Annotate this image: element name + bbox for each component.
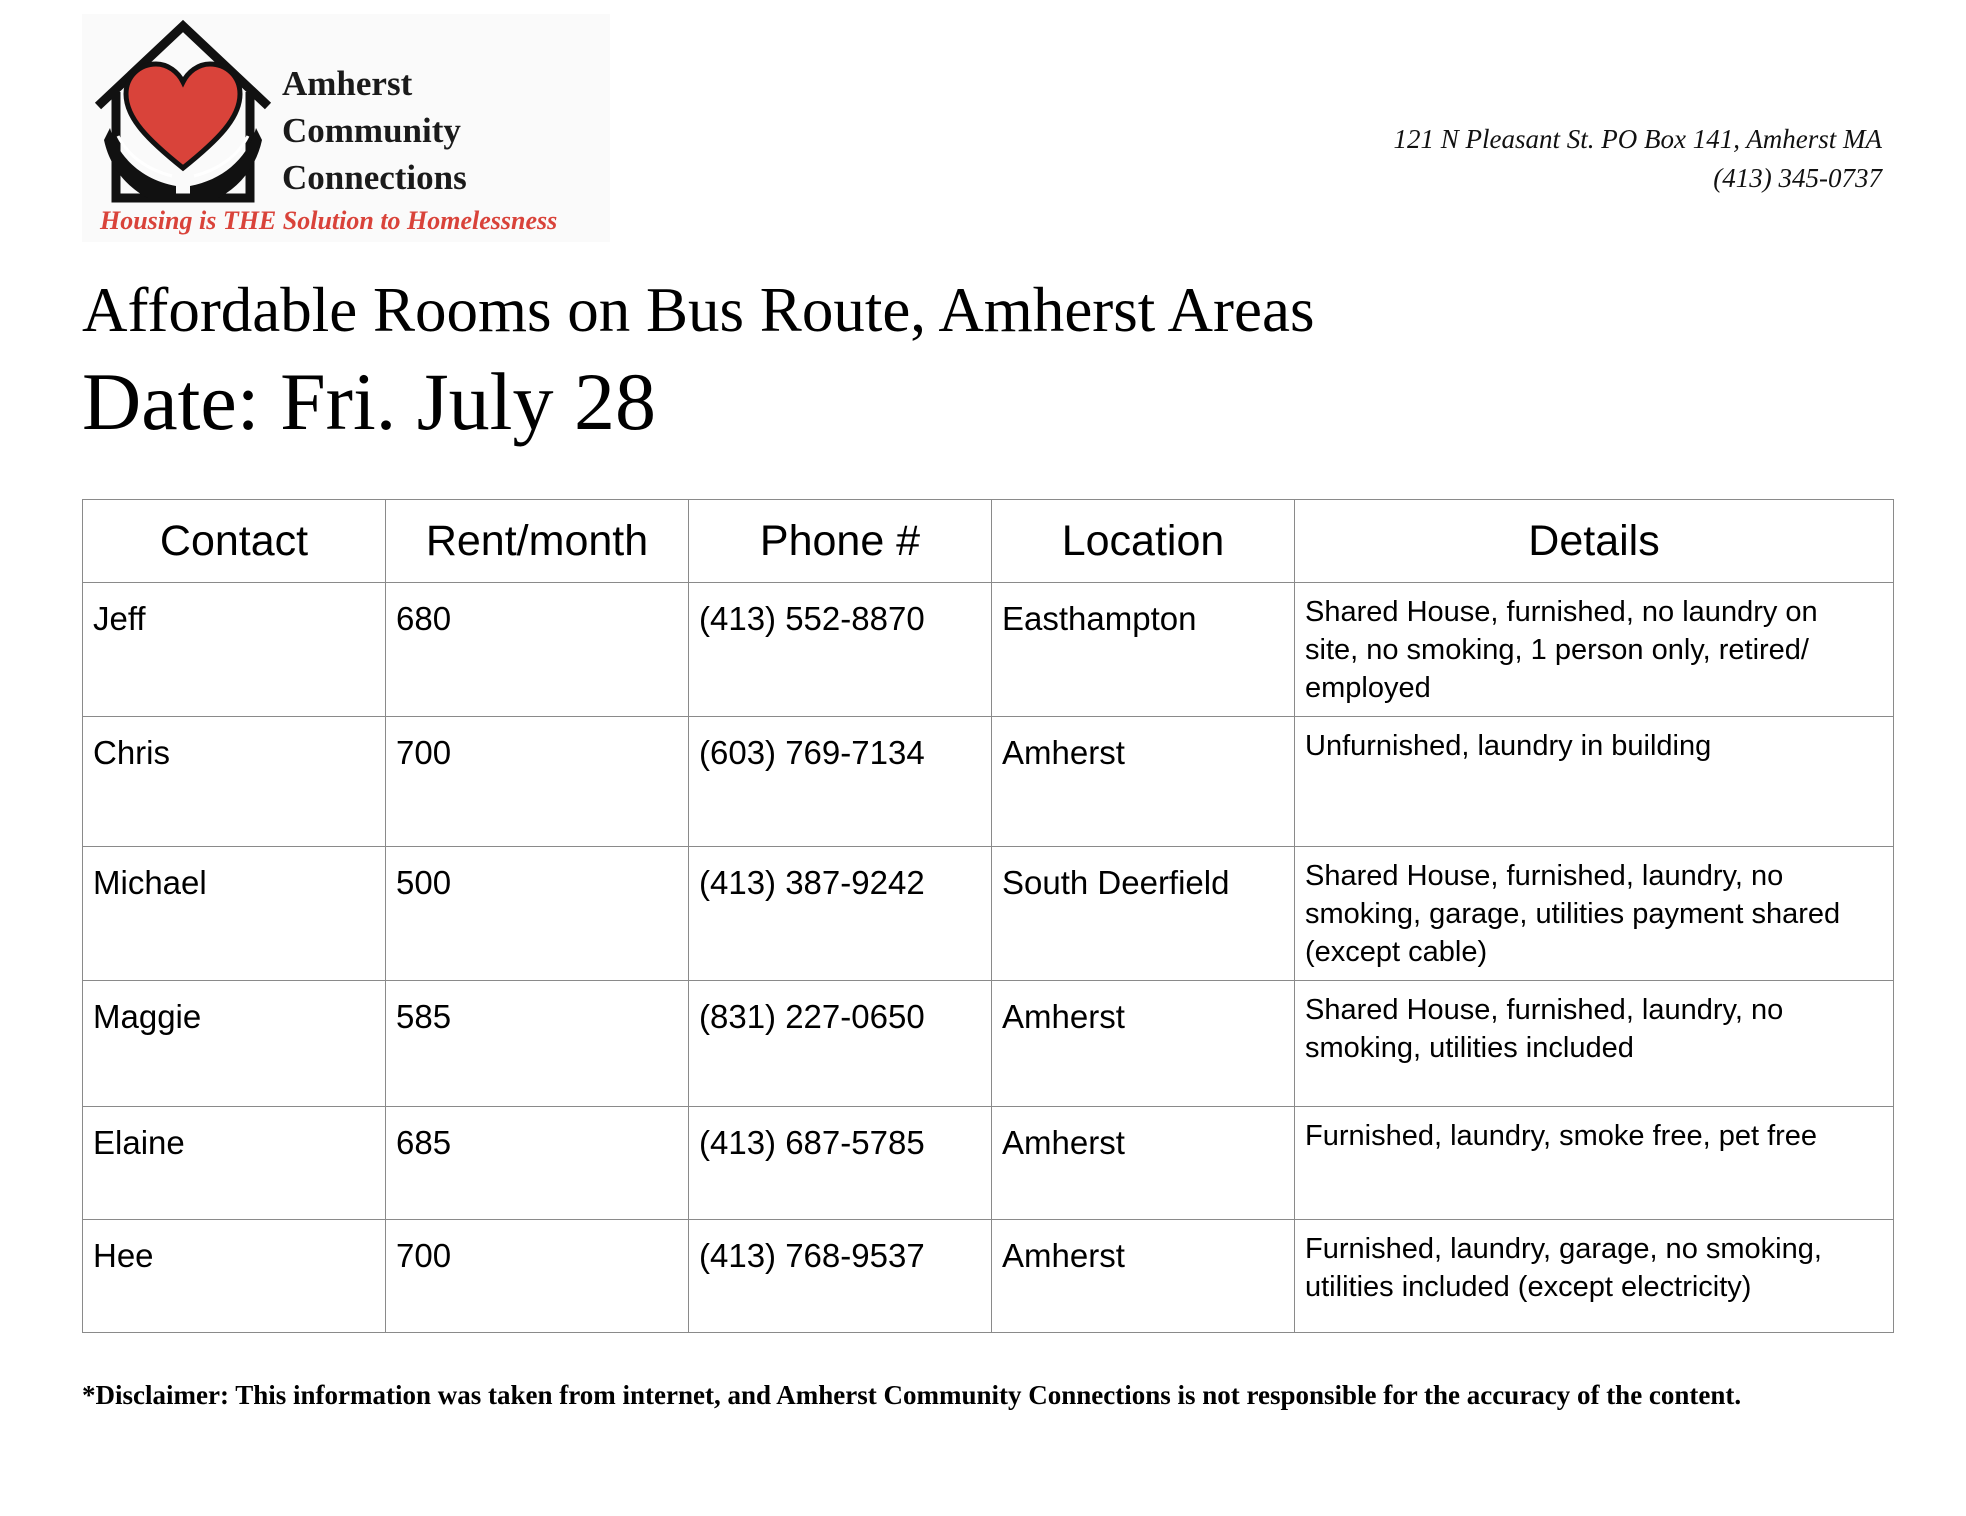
org-logo (82, 14, 610, 242)
column-header-contact: Contact (83, 500, 386, 583)
cell-rent: 685 (386, 1107, 689, 1220)
page-date: Date: Fri. July 28 (82, 356, 656, 447)
cell-details: Shared House, furnished, laundry, no smoking, utilities included (1295, 981, 1894, 1107)
cell-phone: (413) 768-9537 (689, 1220, 992, 1333)
column-header-details: Details (1295, 500, 1894, 583)
cell-contact: Michael (83, 847, 386, 981)
org-address (1394, 120, 1882, 198)
address-street: 121 N Pleasant St. PO Box 141, Amherst MA (1393, 124, 1882, 154)
column-header-location: Location (992, 500, 1295, 583)
cell-phone: (831) 227-0650 (689, 981, 992, 1107)
table-header-row (83, 500, 1894, 583)
org-name-line-1: Amherst (282, 64, 413, 103)
cell-rent: 700 (386, 717, 689, 847)
rooms-table (82, 499, 1894, 1333)
cell-details: Unfurnished, laundry in building (1295, 717, 1894, 847)
page-title: Affordable Rooms on Bus Route, Amherst Areas (82, 275, 1315, 345)
table-row (83, 1220, 1894, 1333)
cell-location: Amherst (992, 717, 1295, 847)
disclaimer-text: *Disclaimer: This information was taken from internet, and Amherst Community Connections is not responsible for the accuracy of the content. (82, 1380, 1742, 1410)
org-name (282, 60, 467, 201)
cell-details: Furnished, laundry, garage, no smoking, utilities included (except electricity) (1295, 1220, 1894, 1333)
cell-contact: Jeff (83, 583, 386, 717)
cell-location: Amherst (992, 1107, 1295, 1220)
cell-rent: 585 (386, 981, 689, 1107)
cell-location: Easthampton (992, 583, 1295, 717)
cell-details: Shared House, furnished, no laundry on site, no smoking, 1 person only, retired/ employed (1295, 583, 1894, 717)
cell-location: Amherst (992, 1220, 1295, 1333)
cell-details: Furnished, laundry, smoke free, pet free (1295, 1107, 1894, 1220)
cell-phone: (413) 387-9242 (689, 847, 992, 981)
org-name-line-2: Community (282, 111, 461, 150)
table-row (83, 717, 1894, 847)
cell-rent: 500 (386, 847, 689, 981)
cell-rent: 680 (386, 583, 689, 717)
cell-location: South Deerfield (992, 847, 1295, 981)
column-header-rent: Rent/month (386, 500, 689, 583)
cell-rent: 700 (386, 1220, 689, 1333)
cell-phone: (413) 687-5785 (689, 1107, 992, 1220)
cell-phone: (603) 769-7134 (689, 717, 992, 847)
cell-location: Amherst (992, 981, 1295, 1107)
table-row (83, 981, 1894, 1107)
table-row (83, 847, 1894, 981)
house-heart-hands-icon (88, 18, 278, 208)
cell-phone: (413) 552-8870 (689, 583, 992, 717)
org-tagline: Housing is THE Solution to Homelessness (100, 206, 558, 235)
cell-contact: Maggie (83, 981, 386, 1107)
table-row (83, 583, 1894, 717)
cell-contact: Hee (83, 1220, 386, 1333)
cell-details: Shared House, furnished, laundry, no smoking, garage, utilities payment shared (except cable) (1295, 847, 1894, 981)
cell-contact: Chris (83, 717, 386, 847)
cell-contact: Elaine (83, 1107, 386, 1220)
org-name-line-3: Connections (282, 158, 467, 197)
column-header-phone: Phone # (689, 500, 992, 583)
address-phone: (413) 345-0737 (1713, 163, 1882, 193)
table-row (83, 1107, 1894, 1220)
